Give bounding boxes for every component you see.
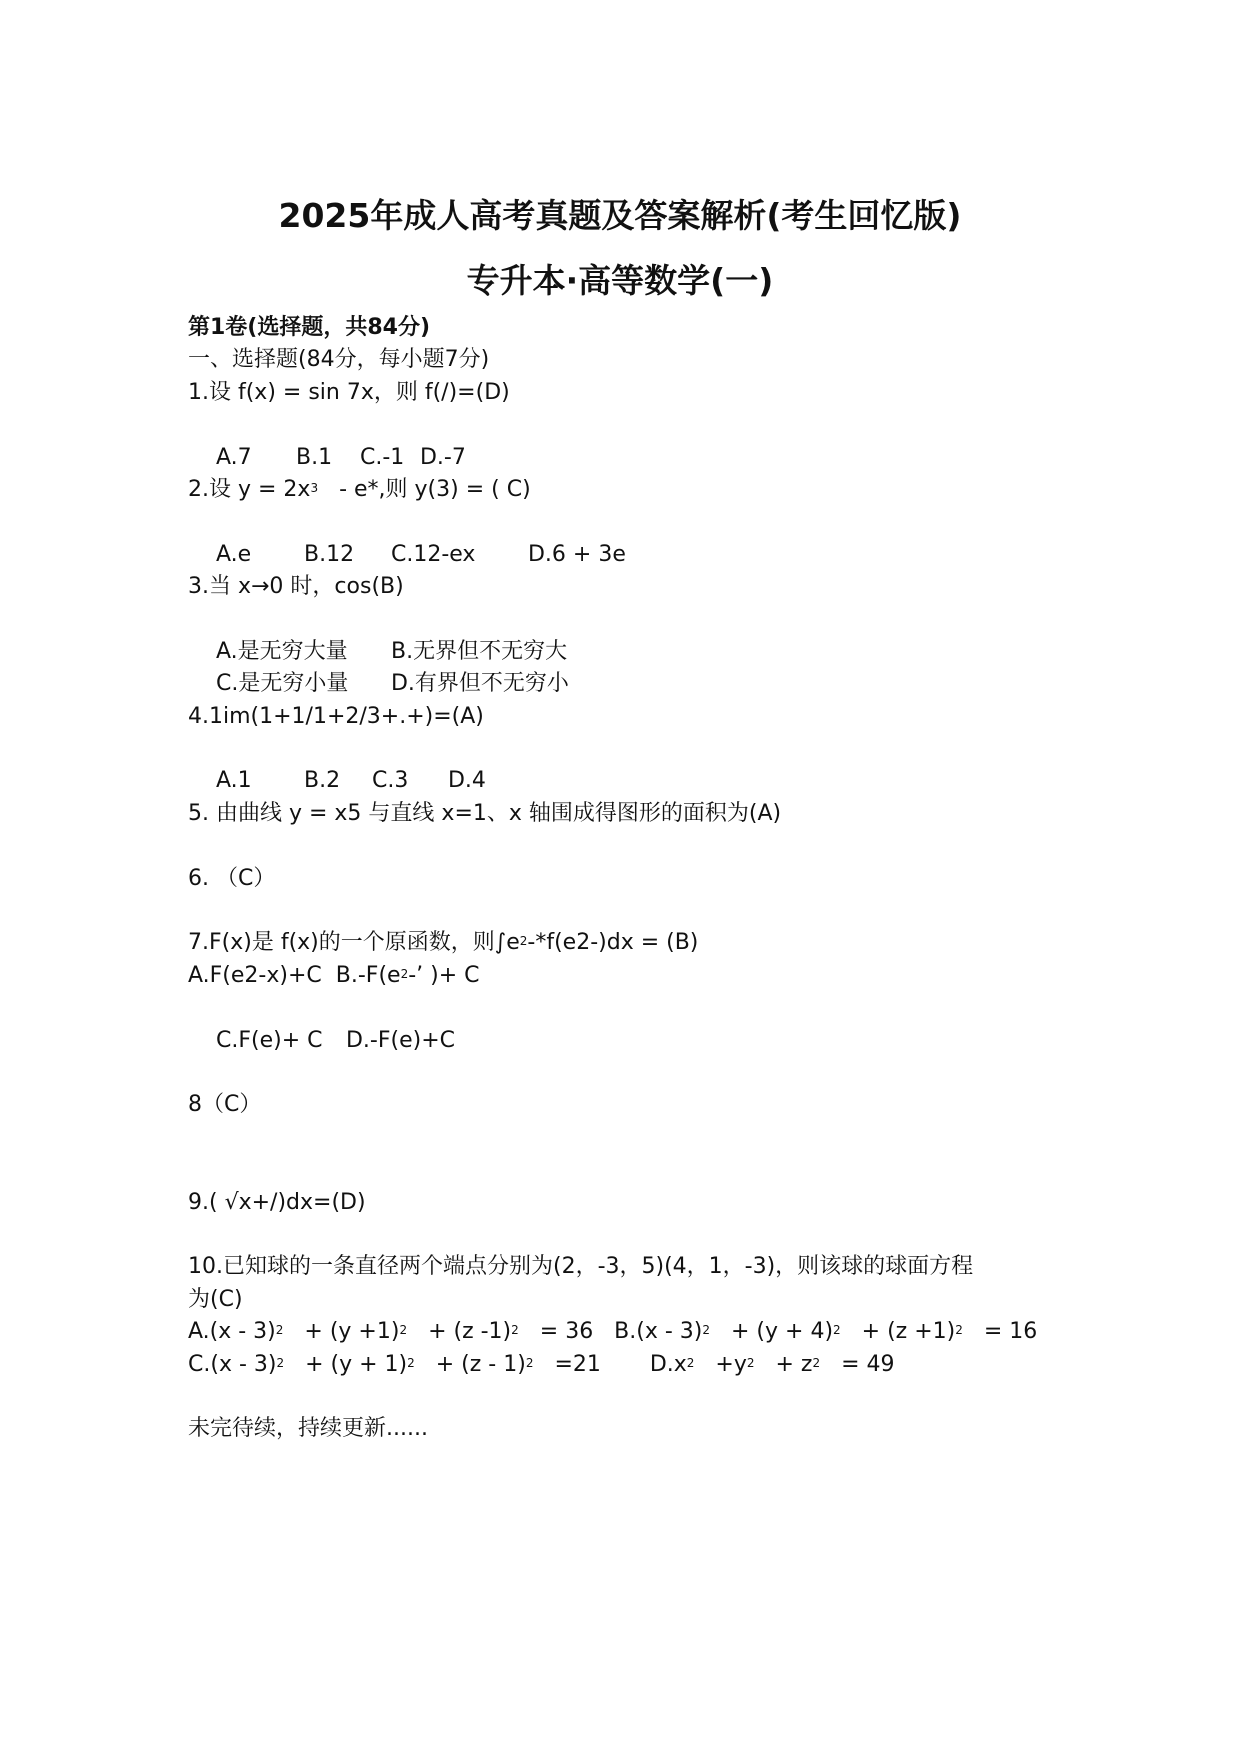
question-6-stem: 6. （C） (188, 865, 276, 891)
term: + (z - 1) (435, 1351, 526, 1377)
superscript: 2 (275, 1323, 284, 1338)
superscript: 2 (955, 1323, 963, 1338)
superscript: 2 (686, 1355, 695, 1370)
option-c: C.F(e)+ C (215, 1027, 323, 1053)
option-b: B.无界但不无穷大 (390, 638, 568, 664)
document-subtitle: 专升本·高等数学(一) (466, 261, 774, 300)
option-b: B.2 (303, 768, 341, 794)
question-4-stem: 4.1im(1+1/1+2/3+.+)=(A) (188, 703, 484, 729)
question-10-options-row2 (188, 1349, 1088, 1381)
option-b: B.12 (303, 541, 355, 567)
term: +y (715, 1351, 747, 1377)
document-title: 2025年成人高考真题及答案解析(考生回忆版) (278, 196, 962, 235)
question-1-options (188, 409, 1088, 470)
stem-part: - e*,则 y(3) = ( C) (339, 476, 531, 502)
question-3-options-row1 (188, 604, 1088, 664)
superscript: 2 (746, 1355, 755, 1370)
option-a: A.是无穷大量 (215, 638, 348, 664)
term: D.x (649, 1351, 687, 1377)
term: + (y +1) (304, 1319, 400, 1345)
option-d: D.6 + 3e (527, 541, 626, 567)
question-8-stem: 8（C） (188, 1092, 262, 1118)
question-list (188, 312, 1088, 1446)
superscript: 2 (400, 966, 409, 981)
question-7-stem (188, 927, 1088, 959)
term: A.(x - 3) (188, 1319, 276, 1345)
option-part: -’ )+ C (408, 962, 480, 988)
option-part: B.-F(e (335, 962, 401, 988)
question-4-options (188, 733, 1088, 794)
term: =21 (554, 1351, 601, 1377)
superscript: 2 (511, 1323, 519, 1338)
section-heading: 第1卷(选择题，共84分) (188, 315, 431, 340)
option-d: D.有界但不无穷小 (390, 671, 569, 697)
question-7-options-row1 (188, 960, 1088, 992)
question-10-options-row1 (188, 1316, 1088, 1348)
term: + (z +1) (861, 1319, 956, 1345)
superscript: 2 (519, 934, 528, 949)
option-d: D.-F(e)+C (345, 1027, 456, 1053)
superscript: 3 (310, 480, 319, 495)
option-a: A.e (215, 541, 252, 567)
question-7-options-row2 (188, 992, 1088, 1053)
term: + (y + 4) (731, 1319, 834, 1345)
superscript: 2 (399, 1323, 408, 1338)
option-d: D.4 (447, 768, 486, 794)
superscript: 2 (407, 1355, 415, 1370)
stem-part: 7.F(x)是 f(x)的一个原函数，则∫e (188, 930, 520, 956)
option-b: B.1 (295, 444, 333, 470)
option-a (188, 1319, 593, 1344)
question-10-stem-cont: 为(C) (188, 1286, 243, 1312)
term: + (y + 1) (305, 1351, 408, 1377)
option-c: C.是无穷小量 (215, 671, 349, 697)
stem-part: 2.设 y = 2x (188, 476, 311, 502)
superscript: 2 (702, 1323, 711, 1338)
option-b (336, 963, 480, 988)
term: = 49 (841, 1351, 895, 1377)
footer-note: 未完待续，持续更新...... (188, 1416, 428, 1442)
question-5-stem: 5. 由曲线 y = x5 与直线 x=1、x 轴围成得图形的面积为(A) (188, 800, 782, 826)
term: + z (775, 1351, 813, 1377)
option-a: A.1 (215, 768, 252, 794)
question-9-stem: 9.( √x+/)dx=(D) (188, 1189, 366, 1215)
superscript: 2 (525, 1355, 534, 1370)
superscript: 2 (276, 1355, 285, 1370)
term: + (z -1) (428, 1319, 512, 1345)
superscript: 2 (833, 1323, 841, 1338)
question-10-stem: 10.已知球的一条直径两个端点分别为(2，-3，5)(4，1，-3)，则该球的球面方程 (188, 1254, 974, 1280)
option-a: A.7 (215, 444, 252, 470)
term: = 16 (983, 1319, 1038, 1345)
option-d: D.-7 (419, 444, 466, 470)
part-heading: 一、选择题(84分，每小题7分) (188, 347, 490, 373)
superscript: 2 (812, 1355, 821, 1370)
stem-part: -*f(e2-)dx = (B) (527, 930, 699, 956)
term: = 36 (539, 1319, 594, 1345)
option-a: A.F(e2-x)+C (188, 962, 322, 988)
option-c: C.3 (371, 768, 409, 794)
term: C.(x - 3) (188, 1351, 277, 1377)
option-c: C.12-ex (390, 541, 476, 567)
question-1-stem: 1.设 f(x) = sin 7x，则 f(/)=(D) (188, 379, 510, 405)
option-c: C.-1 (359, 444, 405, 470)
question-3-stem: 3.当 x→0 时，cos(B) (188, 574, 404, 600)
question-2-options (188, 506, 1088, 567)
question-2-stem (188, 474, 1088, 506)
term: B.(x - 3) (614, 1319, 703, 1345)
option-c (188, 1352, 601, 1377)
option-d (650, 1352, 895, 1377)
option-b (614, 1319, 1037, 1344)
